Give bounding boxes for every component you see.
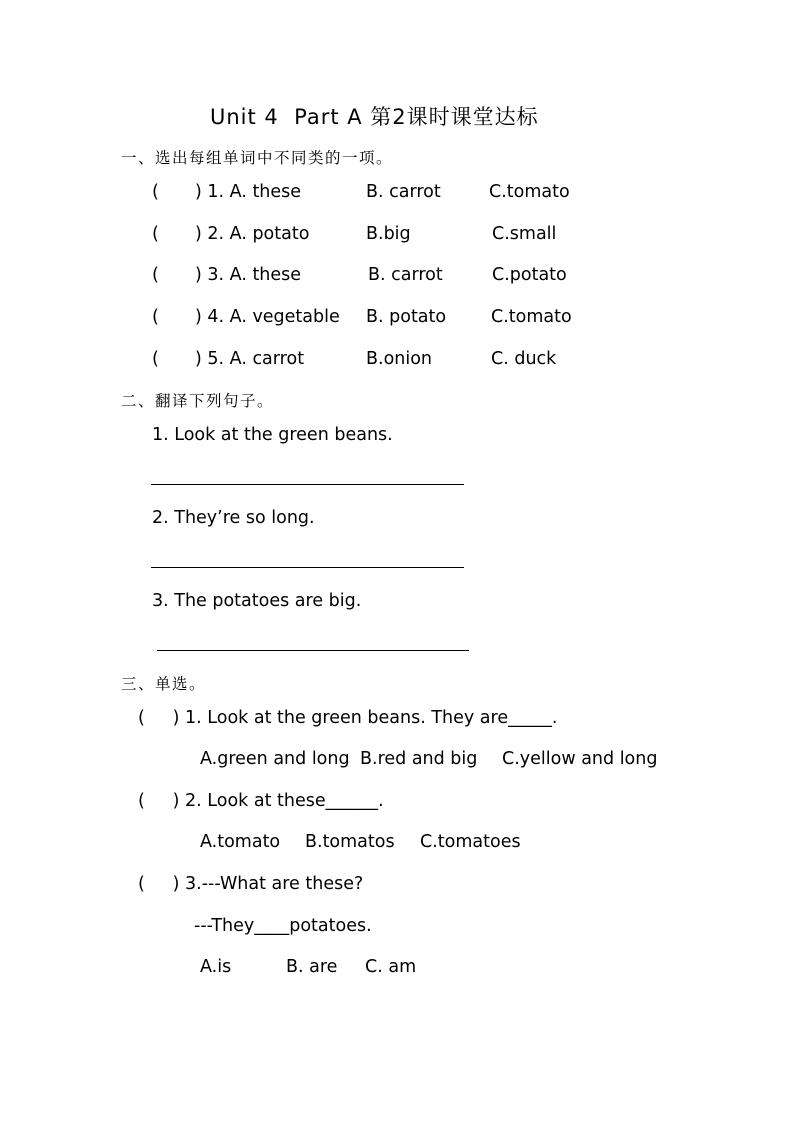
option-b: B. carrot: [366, 182, 441, 202]
section3-heading: 三、单选。: [121, 675, 207, 693]
option-a: A.green and long: [200, 749, 350, 769]
question-stem: ) 1. A. these: [195, 182, 302, 202]
option-b: B.tomatos: [305, 832, 395, 852]
option-a: A.tomato: [200, 832, 281, 852]
answer-paren: (: [152, 182, 159, 202]
answer-paren: (: [152, 307, 159, 327]
option-a: A.is: [200, 957, 232, 977]
question-stem: ) 2. A. potato: [195, 224, 310, 244]
option-b: B. potato: [366, 307, 447, 327]
section2-heading: 二、翻译下列句子。: [121, 392, 275, 410]
question-stem: ) 5. A. carrot: [195, 349, 305, 369]
question-stem: ( ) 1. Look at the green beans. They are_____.: [138, 708, 558, 728]
option-b: B.big: [366, 224, 411, 244]
option-b: B.onion: [366, 349, 433, 369]
option-c: C.potato: [492, 265, 567, 285]
option-c: C. am: [365, 957, 417, 977]
answer-line-1[interactable]: [151, 484, 464, 485]
option-c: C.yellow and long: [502, 749, 658, 769]
answer-paren: (: [152, 265, 159, 285]
answer-line-3[interactable]: [157, 650, 469, 651]
option-c: C.small: [492, 224, 557, 244]
option-c: C. duck: [491, 349, 557, 369]
translate-sentence-2: 2. They’re so long.: [152, 508, 315, 528]
option-b: B. are: [286, 957, 338, 977]
answer-paren: (: [152, 224, 159, 244]
translate-sentence-3: 3. The potatoes are big.: [152, 591, 362, 611]
worksheet-title: Unit 4 Part A 第2课时课堂达标: [210, 105, 539, 129]
question-stem: ) 4. A. vegetable: [195, 307, 340, 327]
question-stem: ) 3. A. these: [195, 265, 302, 285]
translate-sentence-1: 1. Look at the green beans.: [152, 425, 393, 445]
option-b: B.red and big: [360, 749, 478, 769]
question-stem: ( ) 2. Look at these______.: [138, 791, 384, 811]
answer-paren: (: [152, 349, 159, 369]
section1-heading: 一、选出每组单词中不同类的一项。: [121, 149, 394, 167]
question-stem: ( ) 3.---What are these?: [138, 874, 364, 894]
option-c: C.tomato: [491, 307, 572, 327]
dialogue-answer-line: ---They____potatoes.: [194, 916, 372, 936]
option-c: C.tomatoes: [420, 832, 521, 852]
option-c: C.tomato: [489, 182, 570, 202]
option-b: B. carrot: [368, 265, 443, 285]
answer-line-2[interactable]: [151, 567, 464, 568]
